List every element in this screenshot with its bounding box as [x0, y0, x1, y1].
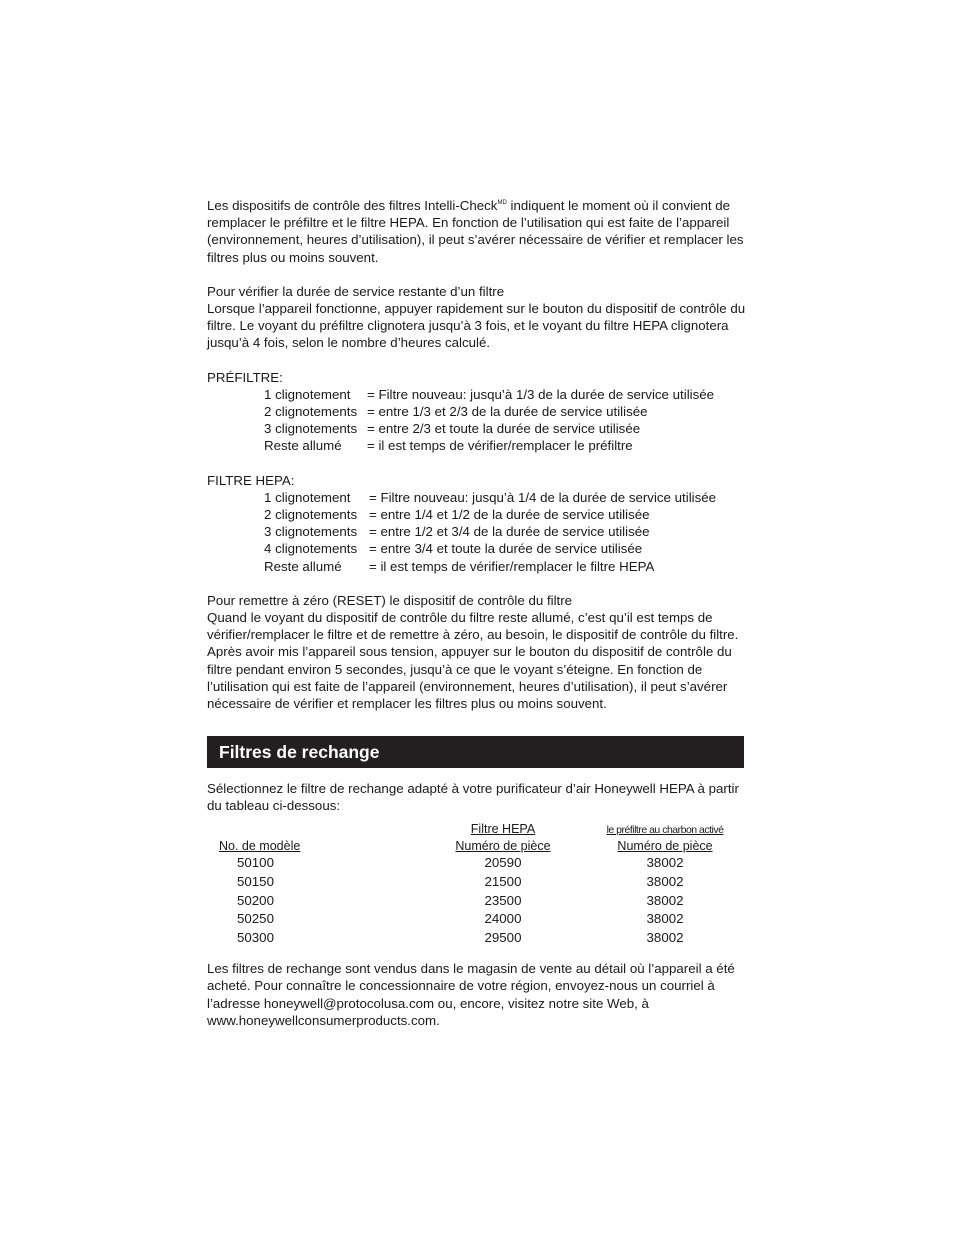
hepa-state: 1 clignotement	[264, 489, 351, 505]
hepa-meaning: = entre 1/2 et 3/4 de la durée de service utilisée	[369, 524, 650, 540]
prefilter-part-cell: 38002	[646, 930, 684, 946]
model-cell: 50200	[237, 892, 274, 908]
hepa-state: Reste allumé	[264, 558, 342, 574]
reset-body: Quand le voyant du dispositif de contrôle du filtre reste allumé, c’est qu’il est temps de vérifier/remplacer le filtre et de remettre à zéro, au besoin, le dispositif de contrôle du filtre. Après avoir mis l’appareil sous tension, appuyer sur le bouton du dispositif de contrôle du filtre pendant environ 5 secondes, jusqu’à ce que le voyant s’éteigne. En fonction de l’utilisation qui est faite de l’appareil (environnement, heures d’utilisation), il peut s’avérer nécessaire de vérifier et remplacer les filtres plus ou moins souvent.	[207, 610, 739, 712]
trademark-mark: MD	[497, 200, 507, 206]
model-cell: 50300	[237, 930, 274, 946]
prefilter-list	[264, 386, 747, 455]
hepa-row	[264, 558, 747, 575]
closing-paragraph: Les filtres de rechange sont vendus dans le magasin de vente au détail où l’appareil a été acheté. Pour connaître le concessionnaire de votre région, envoyez-nous un courriel à l’adresse honeywell@protocolusa.com ou, encore, visitez notre site Web, à www.honeywellconsumerproducts.com.	[207, 961, 735, 1028]
check-body: Lorsque l’appareil fonctionne, appuyer rapidement sur le bouton du dispositif de contrôle du filtre. Le voyant du préfiltre clignotera jusqu’à 3 fois, et le voyant du filtre HEPA clignotera jusqu’à 4 fois, selon le nombre d’heures calculé.	[207, 301, 746, 351]
prefilter-state: Reste allumé	[264, 438, 342, 454]
intro-text-after-mark: indiquent le moment où il convient de remplacer le préfiltre et le filtre HEPA. En fonction de l’utilisation qui est faite de l’appareil (environnement, heures d’utilisation), il peut s’avérer nécessaire de vérifier et remplacer les filtres plus ou moins souvent.	[207, 198, 744, 265]
intro-paragraph	[207, 195, 747, 266]
table-row	[207, 892, 747, 911]
prefilter-part-header: Numéro de pièce	[617, 838, 713, 853]
reset-heading: Pour remettre à zéro (RESET) le dispositif de contrôle du filtre	[207, 592, 573, 608]
model-cell: 50150	[237, 873, 274, 889]
hepa-meaning: = entre 3/4 et toute la durée de service utilisée	[369, 541, 643, 557]
prefilter-part-cell: 38002	[646, 911, 684, 927]
hepa-row	[264, 506, 747, 523]
prefilter-part-cell: 38002	[646, 873, 684, 889]
table-row	[207, 910, 747, 929]
hepa-part-cell: 23500	[484, 892, 522, 908]
hepa-state: 2 clignotements	[264, 507, 358, 523]
hepa-meaning: = il est temps de vérifier/remplacer le filtre HEPA	[369, 558, 655, 574]
hepa-part-cell: 20590	[484, 854, 522, 870]
intro-text-before-mark: Les dispositifs de contrôle des filtres Intelli-Check	[207, 198, 498, 213]
document-page	[207, 195, 747, 1029]
table-header-top	[207, 821, 747, 838]
prefilter-row	[264, 437, 747, 454]
table-row	[207, 854, 747, 873]
prefilter-meaning: = il est temps de vérifier/remplacer le préfiltre	[367, 438, 633, 454]
prefilter-state: 2 clignotements	[264, 404, 358, 420]
parts-table	[207, 821, 747, 949]
hepa-part-header: Numéro de pièce	[455, 838, 551, 853]
model-cell: 50100	[237, 854, 274, 870]
hepa-column-title: Filtre HEPA	[470, 822, 536, 837]
prefilter-row	[264, 386, 747, 403]
prefilter-column-title: le préfiltre au charbon activé	[606, 823, 724, 836]
prefilter-row	[264, 403, 747, 420]
prefilter-meaning: = entre 1/3 et 2/3 de la durée de service utilisée	[367, 404, 648, 420]
prefilter-meaning: = Filtre nouveau: jusqu’à 1/3 de la durée de service utilisée	[367, 386, 715, 402]
prefilter-part-cell: 38002	[646, 892, 684, 908]
hepa-part-cell: 21500	[484, 873, 522, 889]
hepa-meaning: = entre 1/4 et 1/2 de la durée de service utilisée	[369, 507, 650, 523]
table-row	[207, 929, 747, 948]
hepa-list	[264, 489, 747, 575]
prefilter-part-cell: 38002	[646, 854, 684, 870]
prefilter-row	[264, 420, 747, 437]
hepa-row	[264, 540, 747, 557]
prefilter-label: PRÉFILTRE:	[207, 369, 283, 385]
hepa-row	[264, 489, 747, 506]
hepa-state: 3 clignotements	[264, 524, 358, 540]
hepa-part-cell: 29500	[484, 930, 522, 946]
section-banner	[207, 736, 744, 768]
table-header	[207, 838, 747, 854]
section-intro: Sélectionnez le filtre de rechange adapté à votre purificateur d’air Honeywell HEPA à partir du tableau ci-dessous:	[207, 781, 739, 814]
prefilter-state: 1 clignotement	[264, 386, 351, 402]
hepa-row	[264, 523, 747, 540]
prefilter-state: 3 clignotements	[264, 421, 358, 437]
hepa-part-cell: 24000	[484, 911, 522, 927]
model-column-header: No. de modèle	[219, 838, 301, 853]
model-cell: 50250	[237, 911, 274, 927]
table-row	[207, 873, 747, 892]
section-title: Filtres de rechange	[219, 741, 380, 762]
hepa-meaning: = Filtre nouveau: jusqu’à 1/4 de la durée de service utilisée	[369, 489, 717, 505]
hepa-label: FILTRE HEPA:	[207, 472, 295, 488]
hepa-state: 4 clignotements	[264, 541, 358, 557]
check-heading: Pour vérifier la durée de service restante d’un filtre	[207, 283, 505, 299]
prefilter-meaning: = entre 2/3 et toute la durée de service utilisée	[367, 421, 641, 437]
